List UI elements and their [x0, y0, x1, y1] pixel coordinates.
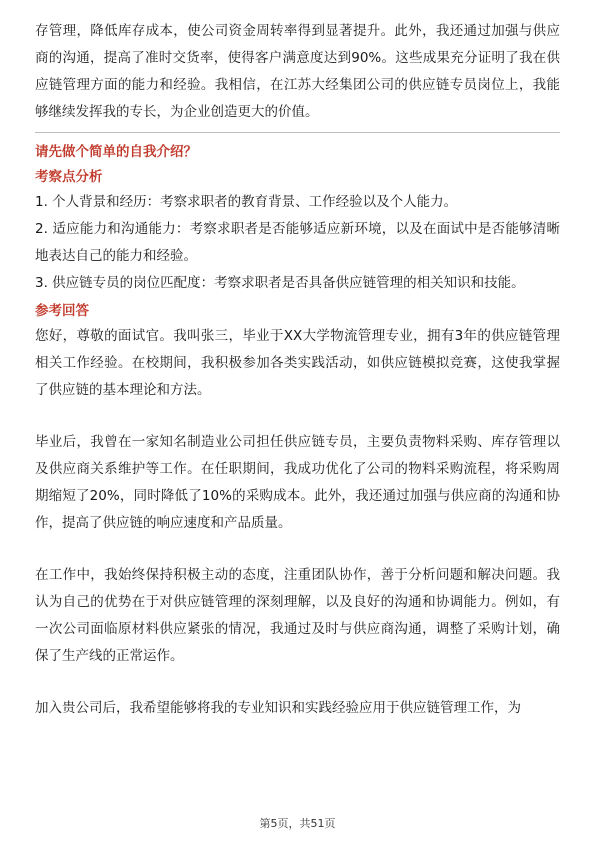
analysis-item: 3. 供应链专员的岗位匹配度：考察求职者是否具备供应链管理的相关知识和技能。 — [35, 275, 525, 291]
answer-paragraph: 您好，尊敬的面试官。我叫张三，毕业于XX大学物流管理专业，拥有3年的供应链管理相关工作经验。在校期间，我积极参加各类实践活动，如供应链模拟竞赛，这使我掌握了供应链的基本理论和方法。 — [35, 328, 560, 398]
question-heading: 请先做个简单的自我介绍？ — [35, 144, 197, 160]
analysis-heading: 考察点分析 — [35, 169, 103, 185]
answer-heading: 参考回答 — [35, 303, 89, 319]
analysis-item: 1. 个人背景和经历：考察求职者的教育背景、工作经验以及个人能力。 — [35, 194, 458, 210]
answer-paragraph: 毕业后，我曾在一家知名制造业公司担任供应链专员，主要负责物料采购、库存管理以及供应商关系维护等工作。在任职期间，我成功优化了公司的物料采购流程，将采购周期缩短了20%，同时降低了10%的采购成本。此外，我还通过加强与供应商的沟通和协作，提高了供应链的响应速度和产品质量。 — [35, 434, 560, 531]
intro-paragraph: 存管理，降低库存成本，使公司资金周转率得到显著提升。此外，我还通过加强与供应商的沟通，提高了准时交货率，使得客户满意度达到90%。这些成果充分证明了我在供应链管理方面的能力和经验。我相信，在江苏大经集团公司的供应链专员岗位上，我能够继续发挥我的专长，为企业创造更大的价值。 — [35, 23, 560, 120]
answer-paragraph: 在工作中，我始终保持积极主动的态度，注重团队协作，善于分析问题和解决问题。我认为自己的优势在于对供应链管理的深刻理解，以及良好的沟通和协调能力。例如，有一次公司面临原材料供应紧张的情况，我通过及时与供应商沟通，调整了采购计划，确保了生产线的正常运作。 — [35, 567, 560, 664]
document-page — [35, 18, 560, 722]
section-divider — [35, 132, 560, 133]
answer-paragraph: 加入贵公司后，我希望能够将我的专业知识和实践经验应用于供应链管理工作，为 — [35, 700, 521, 716]
analysis-item: 2. 适应能力和沟通能力：考察求职者是否能够适应新环境，以及在面试中是否能够清晰地表达自己的能力和经验。 — [35, 221, 560, 264]
page-number: 第5页，共51页 — [259, 817, 336, 830]
